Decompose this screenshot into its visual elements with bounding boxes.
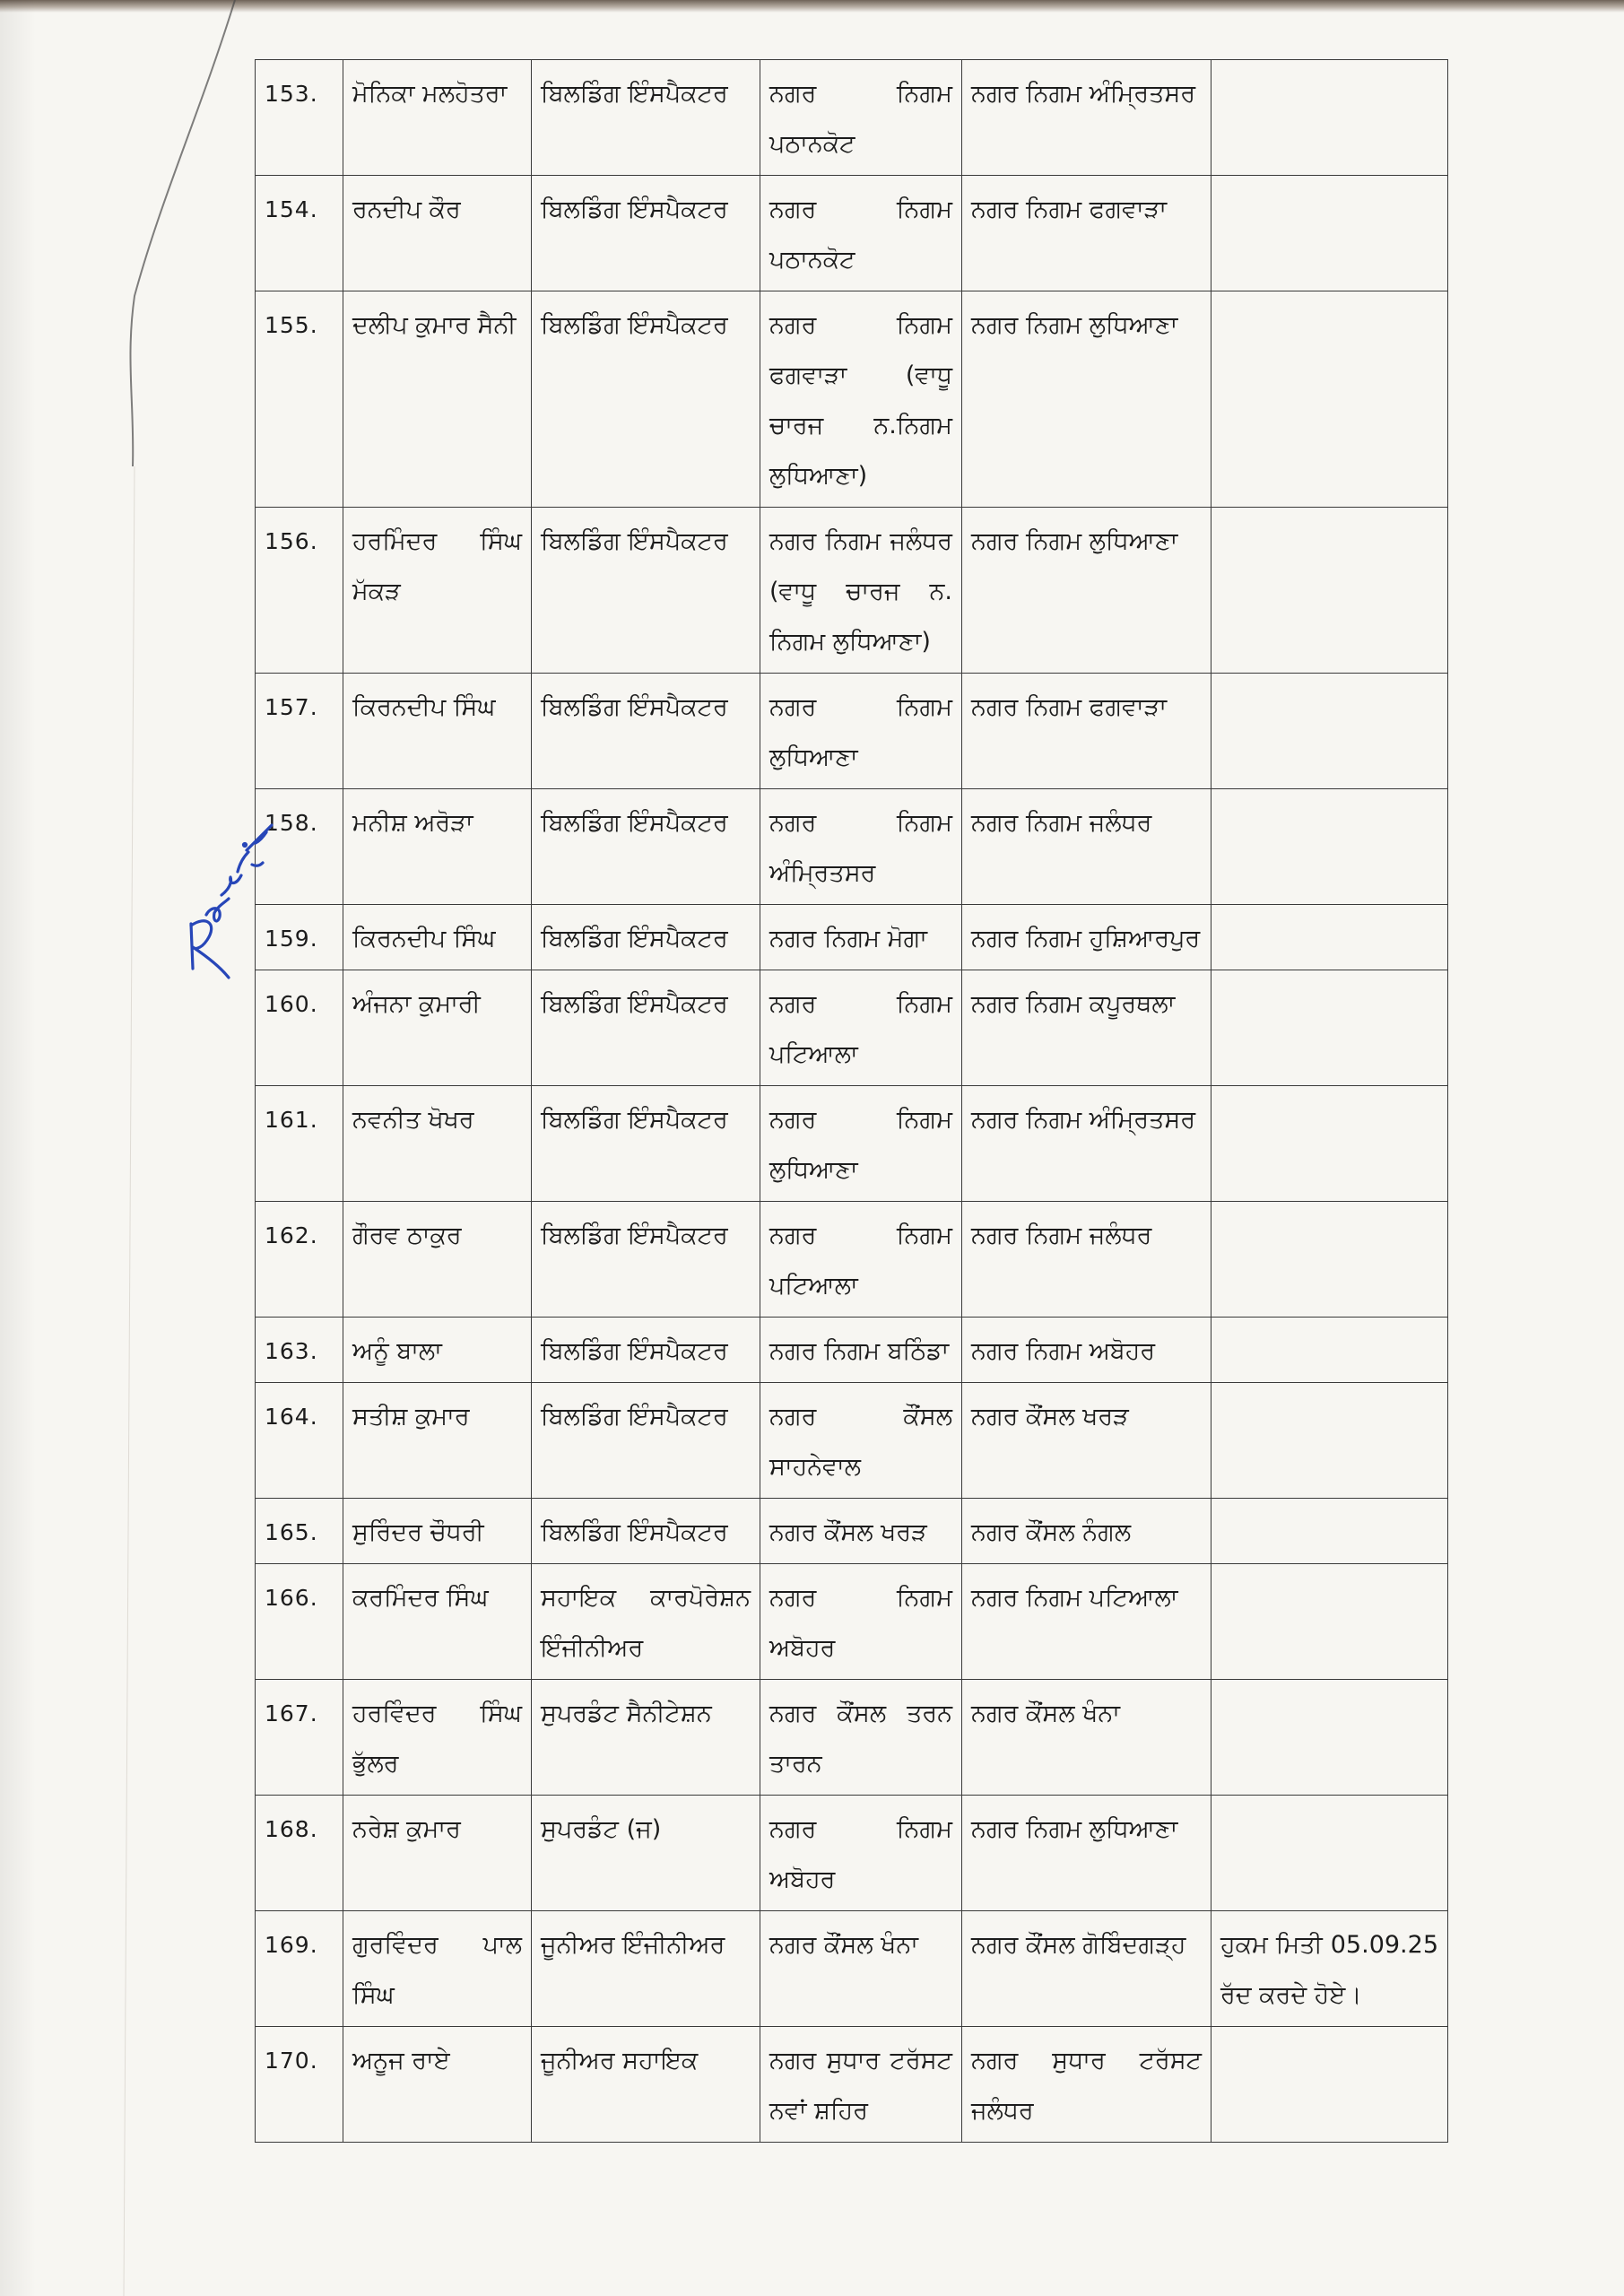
table-row (256, 2027, 1448, 2143)
cell-name: ਹਰਵਿੰਦਰ ਸਿੰਘ ਭੁੱਲਰ (343, 1680, 532, 1796)
transfer-table (255, 59, 1448, 2143)
cell-name: ਹਰਮਿੰਦਰ ਸਿੰਘ ਮੱਕੜ (343, 508, 532, 674)
cell-from: ਨਗਰ ਨਿਗਮ ਪਟਿਆਲਾ (760, 1202, 962, 1318)
cell-from: ਨਗਰ ਨਿਗਮ ਅਬੋਹਰ (760, 1796, 962, 1911)
table-row (256, 789, 1448, 905)
table-row (256, 508, 1448, 674)
cell-from: ਨਗਰ ਨਿਗਮ ਪਠਾਨਕੋਟ (760, 60, 962, 176)
cell-from: ਨਗਰ ਕੌਂਸਲ ਖਰੜ (760, 1499, 962, 1564)
cell-designation: ਬਿਲਡਿੰਗ ਇੰਸਪੈਕਟਰ (532, 1383, 760, 1499)
cell-serial: 153. (256, 60, 343, 176)
cell-from: ਨਗਰ ਸੁਧਾਰ ਟਰੱਸਟ ਨਵਾਂ ਸ਼ਹਿਰ (760, 2027, 962, 2143)
cell-serial: 167. (256, 1680, 343, 1796)
cell-serial: 162. (256, 1202, 343, 1318)
table-row (256, 1564, 1448, 1680)
table-row (256, 1086, 1448, 1202)
cell-name: ਗੌਰਵ ਠਾਕੁਰ (343, 1202, 532, 1318)
cell-to: ਨਗਰ ਕੌਂਸਲ ਨੰਗਲ (962, 1499, 1211, 1564)
cell-to: ਨਗਰ ਨਿਗਮ ਲੁਧਿਆਣਾ (962, 508, 1211, 674)
cell-name: ਸਤੀਸ਼ ਕੁਮਾਰ (343, 1383, 532, 1499)
cell-to: ਨਗਰ ਕੌਂਸਲ ਖਰੜ (962, 1383, 1211, 1499)
cell-serial: 157. (256, 674, 343, 789)
cell-to: ਨਗਰ ਨਿਗਮ ਫਗਵਾੜਾ (962, 674, 1211, 789)
cell-name: ਰਨਦੀਪ ਕੌਰ (343, 176, 532, 291)
cell-remarks (1211, 1796, 1448, 1911)
cell-remarks (1211, 1383, 1448, 1499)
scan-top-edge (0, 0, 1624, 13)
signature-rajinder (166, 789, 282, 996)
cell-remarks (1211, 905, 1448, 970)
cell-designation: ਜੂਨੀਅਰ ਇੰਜੀਨੀਅਰ (532, 1911, 760, 2027)
cell-from: ਨਗਰ ਨਿਗਮ ਲੁਧਿਆਣਾ (760, 674, 962, 789)
cell-to: ਨਗਰ ਨਿਗਮ ਹੁਸ਼ਿਆਰਪੁਰ (962, 905, 1211, 970)
table-row (256, 176, 1448, 291)
cell-to: ਨਗਰ ਨਿਗਮ ਜਲੰਧਰ (962, 1202, 1211, 1318)
cell-from: ਨਗਰ ਨਿਗਮ ਲੁਧਿਆਣਾ (760, 1086, 962, 1202)
cell-remarks (1211, 789, 1448, 905)
cell-serial: 155. (256, 291, 343, 508)
table-row (256, 1202, 1448, 1318)
cell-from: ਨਗਰ ਨਿਗਮ ਅਬੋਹਰ (760, 1564, 962, 1680)
cell-name: ਅਨੂੰ ਬਾਲਾ (343, 1318, 532, 1383)
page-fold-line (0, 0, 269, 2296)
cell-name: ਕਿਰਨਦੀਪ ਸਿੰਘ (343, 674, 532, 789)
cell-remarks (1211, 291, 1448, 508)
cell-to: ਨਗਰ ਨਿਗਮ ਪਟਿਆਲਾ (962, 1564, 1211, 1680)
cell-to: ਨਗਰ ਸੁਧਾਰ ਟਰੱਸਟ ਜਲੰਧਰ (962, 2027, 1211, 2143)
cell-remarks (1211, 674, 1448, 789)
cell-designation: ਬਿਲਡਿੰਗ ਇੰਸਪੈਕਟਰ (532, 1499, 760, 1564)
table-row (256, 1680, 1448, 1796)
cell-to: ਨਗਰ ਨਿਗਮ ਲੁਧਿਆਣਾ (962, 291, 1211, 508)
cell-serial: 160. (256, 970, 343, 1086)
cell-name: ਅਨੂਜ ਰਾਏ (343, 2027, 532, 2143)
cell-serial: 170. (256, 2027, 343, 2143)
cell-remarks (1211, 60, 1448, 176)
cell-remarks (1211, 176, 1448, 291)
cell-to: ਨਗਰ ਕੌਂਸਲ ਗੋਬਿੰਦਗੜ੍ਹ (962, 1911, 1211, 2027)
cell-designation: ਬਿਲਡਿੰਗ ਇੰਸਪੈਕਟਰ (532, 508, 760, 674)
cell-remarks (1211, 1499, 1448, 1564)
cell-name: ਗੁਰਵਿੰਦਰ ਪਾਲ ਸਿੰਘ (343, 1911, 532, 2027)
cell-designation: ਬਿਲਡਿੰਗ ਇੰਸਪੈਕਟਰ (532, 1086, 760, 1202)
cell-designation: ਬਿਲਡਿੰਗ ਇੰਸਪੈਕਟਰ (532, 905, 760, 970)
cell-serial: 158. (256, 789, 343, 905)
cell-remarks (1211, 1202, 1448, 1318)
cell-name: ਮਨੀਸ਼ ਅਰੋੜਾ (343, 789, 532, 905)
cell-name: ਨਵਨੀਤ ਖੋਖਰ (343, 1086, 532, 1202)
cell-serial: 163. (256, 1318, 343, 1383)
cell-designation: ਬਿਲਡਿੰਗ ਇੰਸਪੈਕਟਰ (532, 1318, 760, 1383)
cell-remarks (1211, 1086, 1448, 1202)
cell-designation: ਬਿਲਡਿੰਗ ਇੰਸਪੈਕਟਰ (532, 1202, 760, 1318)
cell-designation: ਸੁਪਰਡੰਟ ਸੈਨੀਟੇਸ਼ਨ (532, 1680, 760, 1796)
cell-remarks: ਹੁਕਮ ਮਿਤੀ 05.09.25 ਰੱਦ ਕਰਦੇ ਹੋਏ। (1211, 1911, 1448, 2027)
cell-name: ਮੋਨਿਕਾ ਮਲਹੋਤਰਾ (343, 60, 532, 176)
cell-designation: ਬਿਲਡਿੰਗ ਇੰਸਪੈਕਟਰ (532, 970, 760, 1086)
cell-serial: 161. (256, 1086, 343, 1202)
table-row (256, 970, 1448, 1086)
cell-from: ਨਗਰ ਨਿਗਮ ਫਗਵਾੜਾ (ਵਾਧੂ ਚਾਰਜ ਨ.ਨਿਗਮ ਲੁਧਿਆਣਾ) (760, 291, 962, 508)
cell-name: ਨਰੇਸ਼ ਕੁਮਾਰ (343, 1796, 532, 1911)
cell-serial: 154. (256, 176, 343, 291)
cell-from: ਨਗਰ ਨਿਗਮ ਜਲੰਧਰ (ਵਾਧੂ ਚਾਰਜ ਨ. ਨਿਗਮ ਲੁਧਿਆਣਾ) (760, 508, 962, 674)
cell-to: ਨਗਰ ਕੌਂਸਲ ਖੰਨਾ (962, 1680, 1211, 1796)
cell-remarks (1211, 1680, 1448, 1796)
cell-from: ਨਗਰ ਨਿਗਮ ਪਟਿਆਲਾ (760, 970, 962, 1086)
table-row (256, 1911, 1448, 2027)
cell-from: ਨਗਰ ਨਿਗਮ ਪਠਾਨਕੋਟ (760, 176, 962, 291)
cell-designation: ਬਿਲਡਿੰਗ ਇੰਸਪੈਕਟਰ (532, 291, 760, 508)
cell-from: ਨਗਰ ਕੌਂਸਲ ਖੰਨਾ (760, 1911, 962, 2027)
cell-from: ਨਗਰ ਨਿਗਮ ਬਠਿੰਡਾ (760, 1318, 962, 1383)
cell-from: ਨਗਰ ਨਿਗਮ ਮੋਗਾ (760, 905, 962, 970)
table-row (256, 1318, 1448, 1383)
cell-remarks (1211, 508, 1448, 674)
cell-serial: 164. (256, 1383, 343, 1499)
table-row (256, 60, 1448, 176)
cell-designation: ਸਹਾਇਕ ਕਾਰਪੋਰੇਸ਼ਨ ਇੰਜੀਨੀਅਰ (532, 1564, 760, 1680)
cell-to: ਨਗਰ ਨਿਗਮ ਅੰਮ੍ਰਿਤਸਰ (962, 1086, 1211, 1202)
cell-designation: ਜੂਨੀਅਰ ਸਹਾਇਕ (532, 2027, 760, 2143)
cell-name: ਕਿਰਨਦੀਪ ਸਿੰਘ (343, 905, 532, 970)
cell-name: ਸੁਰਿੰਦਰ ਚੌਧਰੀ (343, 1499, 532, 1564)
transfer-table-container (255, 59, 1447, 2143)
cell-to: ਨਗਰ ਨਿਗਮ ਲੁਧਿਆਣਾ (962, 1796, 1211, 1911)
cell-from: ਨਗਰ ਨਿਗਮ ਅੰਮ੍ਰਿਤਸਰ (760, 789, 962, 905)
cell-remarks (1211, 2027, 1448, 2143)
cell-designation: ਸੁਪਰਡੰਟ (ਜ) (532, 1796, 760, 1911)
table-row (256, 674, 1448, 789)
cell-to: ਨਗਰ ਨਿਗਮ ਫਗਵਾੜਾ (962, 176, 1211, 291)
cell-serial: 169. (256, 1911, 343, 2027)
table-row (256, 905, 1448, 970)
cell-serial: 159. (256, 905, 343, 970)
cell-name: ਅੰਜਨਾ ਕੁਮਾਰੀ (343, 970, 532, 1086)
cell-to: ਨਗਰ ਨਿਗਮ ਅੰਮ੍ਰਿਤਸਰ (962, 60, 1211, 176)
cell-from: ਨਗਰ ਕੌਂਸਲ ਤਰਨ ਤਾਰਨ (760, 1680, 962, 1796)
cell-to: ਨਗਰ ਨਿਗਮ ਅਬੋਹਰ (962, 1318, 1211, 1383)
table-row (256, 1383, 1448, 1499)
transfer-table-body (256, 60, 1448, 2143)
cell-designation: ਬਿਲਡਿੰਗ ਇੰਸਪੈਕਟਰ (532, 674, 760, 789)
cell-to: ਨਗਰ ਨਿਗਮ ਜਲੰਧਰ (962, 789, 1211, 905)
cell-name: ਦਲੀਪ ਕੁਮਾਰ ਸੈਨੀ (343, 291, 532, 508)
cell-to: ਨਗਰ ਨਿਗਮ ਕਪੂਰਥਲਾ (962, 970, 1211, 1086)
cell-serial: 165. (256, 1499, 343, 1564)
scan-left-shadow (0, 0, 36, 2296)
cell-serial: 166. (256, 1564, 343, 1680)
cell-designation: ਬਿਲਡਿੰਗ ਇੰਸਪੈਕਟਰ (532, 789, 760, 905)
cell-serial: 168. (256, 1796, 343, 1911)
cell-designation: ਬਿਲਡਿੰਗ ਇੰਸਪੈਕਟਰ (532, 176, 760, 291)
cell-remarks (1211, 1564, 1448, 1680)
table-row (256, 291, 1448, 508)
table-row (256, 1499, 1448, 1564)
cell-serial: 156. (256, 508, 343, 674)
cell-name: ਕਰਮਿੰਦਰ ਸਿੰਘ (343, 1564, 532, 1680)
cell-remarks (1211, 970, 1448, 1086)
cell-from: ਨਗਰ ਕੌਂਸਲ ਸਾਹਨੇਵਾਲ (760, 1383, 962, 1499)
cell-remarks (1211, 1318, 1448, 1383)
table-row (256, 1796, 1448, 1911)
cell-designation: ਬਿਲਡਿੰਗ ਇੰਸਪੈਕਟਰ (532, 60, 760, 176)
